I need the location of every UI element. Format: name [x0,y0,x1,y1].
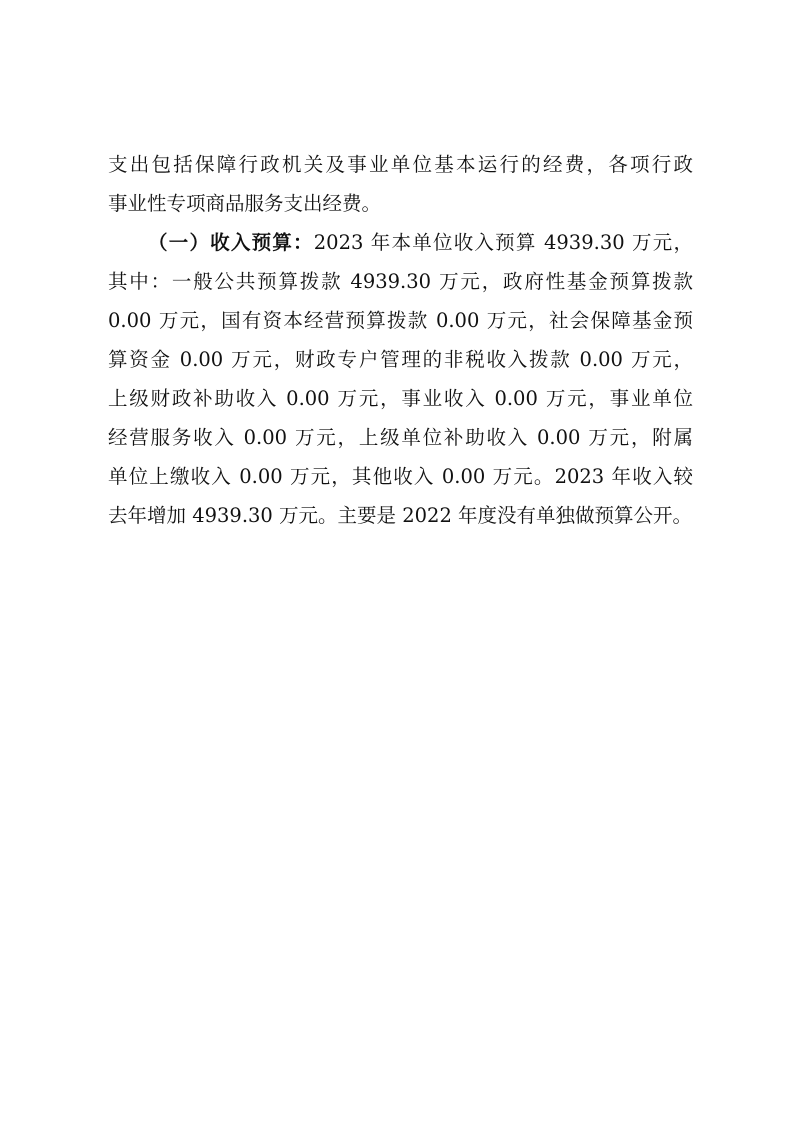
paragraph-2-line-7: 单位上缴收入 0.00 万元，其他收入 0.00 万元。2023 年收入较 [108,465,693,488]
paragraph-2-line-1-text: 2023 年本单位收入预算 4939.30 万元， [313,231,693,254]
income-budget-heading: （一）收入预算： [148,231,314,254]
paragraph-2-line-5: 上级财政补助收入 0.00 万元，事业收入 0.00 万元，事业单位 [108,387,693,410]
paragraph-2-line-2: 其中：一般公共预算拨款 4939.30 万元，政府性基金预算拨款 [108,270,693,293]
body-text [108,145,693,535]
paragraph-2-line-4: 算资金 0.00 万元，财政专户管理的非税收入拨款 0.00 万元， [108,348,693,371]
paragraph-2-line-6: 经营服务收入 0.00 万元，上级单位补助收入 0.00 万元，附属 [108,426,693,449]
paragraph-2-line-3: 0.00 万元，国有资本经营预算拨款 0.00 万元，社会保障基金预 [108,309,693,332]
paragraph-2-line-1 [108,223,693,262]
paragraph-1-line-2: 事业性专项商品服务支出经费。 [108,192,382,215]
paragraph-2-line-8: 去年增加 4939.30 万元。主要是 2022 年度没有单独做预算公开。 [108,504,693,527]
paragraph-1-line-1: 支出包括保障行政机关及事业单位基本运行的经费，各项行政 [108,153,693,176]
